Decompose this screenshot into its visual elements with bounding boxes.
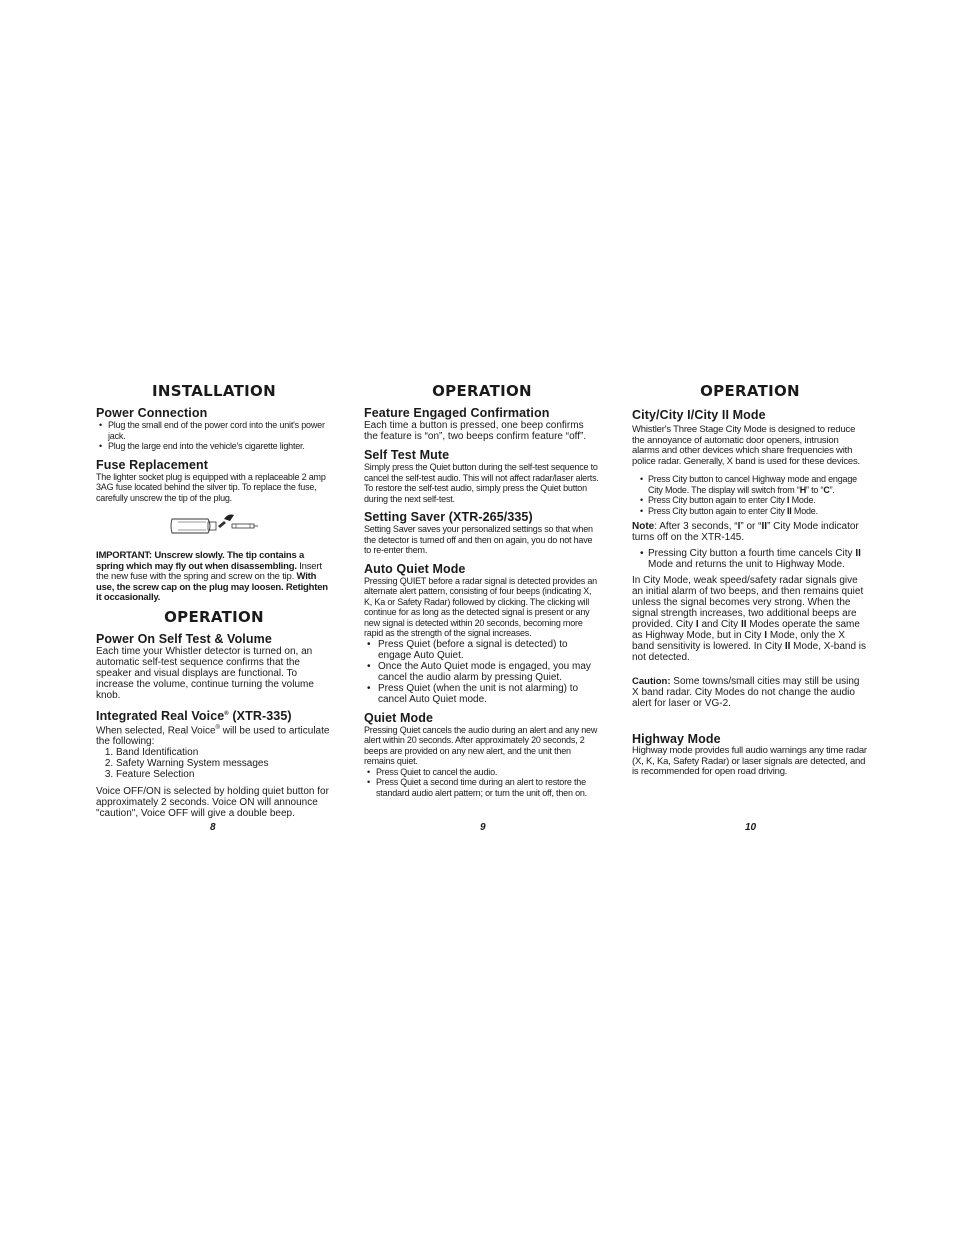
setting-saver-text: Setting Saver saves your personalized settings so that when the detector is turned off and then on again, you do not have to re-enter them. — [364, 524, 593, 555]
list-item: • Plug the large end into the vehicle's cigarette lighter. — [96, 441, 332, 452]
page-9-column — [364, 380, 600, 798]
operation-title: OPERATION — [432, 382, 532, 400]
highway-mode-heading: Highway Mode — [632, 732, 721, 746]
city-mode-heading: City/City I/City II Mode — [632, 408, 766, 422]
auto-quiet-text: Pressing QUIET before a radar signal is detected provides an alternate alert pattern, consisting of four beeps (indicating X, K, Ka or Safety Radar) followed by clicking. The clicking will continue for as long as the detected signal is present or any new signal is detected within 20 seconds, becoming more rapid as the strength of the signal increases. — [364, 575, 597, 638]
important-note: IMPORTANT: Unscrew slowly. The tip contains a spring which may fly out when disassembling. Insert the new fuse with the spring and screw on the tip. With use, the screw cap on the plug may loosen. Retighten it occasionally. — [96, 550, 328, 603]
operation-title: OPERATION — [164, 607, 264, 626]
feature-confirmation-text: Each time a button is pressed, one beep confirms the feature is “on”, two beeps confirm feature “off”. — [364, 420, 587, 442]
city-mode-note: Note: After 3 seconds, “I” or “II” City Mode indicator turns off on the XTR-145. — [632, 521, 859, 543]
list-item: • Press City button again to enter City I Mode. — [632, 495, 868, 506]
setting-saver-heading: Setting Saver (XTR-265/335) — [364, 510, 533, 524]
city-mode-list — [632, 474, 868, 516]
auto-quiet-list — [364, 639, 600, 705]
self-test-text: Each time your Whistler detector is turned on, an automatic self-test sequence confirms that the speaker and visual displays are functional. To increase the volume, continue turning the volume knob. — [96, 645, 314, 701]
fuse-plug-illustration — [168, 509, 260, 543]
quiet-mode-heading: Quiet Mode — [364, 710, 434, 725]
page-number: 10 — [745, 822, 757, 833]
quiet-mode-text: Pressing Quiet cancels the audio during an alert and any new alert within 20 seconds. After approximately 20 seconds, 2 beeps are provided on any new alert, and the unit then remains quiet. — [364, 724, 598, 766]
power-connection-list — [96, 420, 332, 452]
auto-quiet-heading: Auto Quiet Mode — [364, 561, 466, 576]
quiet-mode-list — [364, 767, 600, 799]
list-item: • Press Quiet to cancel the audio. — [364, 767, 600, 778]
power-connection-heading: Power Connection — [96, 406, 208, 420]
page-number: 9 — [480, 822, 486, 833]
feature-confirmation-heading: Feature Engaged Confirmation — [364, 406, 550, 420]
list-item: • Press Quiet a second time during an alert to restore the standard audio alert pattern; or turn the unit off, then on. — [364, 777, 600, 798]
list-item: • Press Quiet (before a signal is detected) to engage Auto Quiet. — [364, 639, 600, 661]
page-8-column — [96, 380, 332, 819]
self-test-mute-heading: Self Test Mute — [364, 448, 450, 462]
list-item: 2. Safety Warning System messages — [116, 758, 332, 769]
list-item: • Press Quiet (when the unit is not alarming) to cancel Auto Quiet mode. — [364, 683, 600, 705]
list-item: 3. Feature Selection — [116, 769, 332, 780]
page-number: 8 — [210, 822, 216, 833]
self-test-mute-text: Simply press the Quiet button during the self-test sequence to cancel the self-test audio. This will not affect radar/laser alerts. To restore the self-test audio, simply press the Quiet button during the next self-test. — [364, 462, 599, 504]
list-item: • Plug the small end of the power cord into the unit's power jack. — [96, 420, 332, 441]
list-item: • Press City button again to enter City II Mode. — [632, 506, 868, 517]
real-voice-list — [96, 747, 332, 780]
fuse-replacement-heading: Fuse Replacement — [96, 457, 209, 472]
list-item: • Pressing City button a fourth time cancels City II Mode and returns the unit to Highway Mode. — [632, 548, 868, 570]
real-voice-intro: When selected, Real Voice® will be used to articulate the following: — [96, 724, 330, 747]
page-10-column — [632, 380, 868, 778]
highway-mode-text: Highway mode provides full audio warnings any time radar (X, K, Ka, Safety Radar) or laser signals are detected, and is recommended for open road driving. — [632, 745, 867, 777]
list-item: • Once the Auto Quiet mode is engaged, you may cancel the audio alarm by pressing Quiet. — [364, 661, 600, 683]
installation-title: INSTALLATION — [152, 382, 276, 400]
voice-toggle-text: Voice OFF/ON is selected by holding quiet button for approximately 2 seconds. Voice ON will announce "caution", Voice OFF will give a double beep. — [96, 785, 329, 819]
city-mode-paragraph: In City Mode, weak speed/safety radar signals give an initial alarm of two beeps, and then remains quiet unless the signal becomes very strong. When the signal strength increases, two additional beeps are provided. City I and City II Modes operate the same as Highway Mode, but in City I Mode, only the X band sensitivity is lowered. In City II Mode, X-band is not detected. — [632, 575, 867, 663]
caution-note: Caution: Some towns/small cities may still be using X band radar. City Modes do not change the audio alert for laser or VG-2. — [632, 676, 860, 709]
list-item: • Press City button to cancel Highway mode and engage City Mode. The display will switch from “H” to “C”. — [632, 474, 868, 495]
real-voice-heading: Integrated Real Voice® (XTR-335) — [96, 708, 292, 723]
city-mode-list-2 — [632, 548, 868, 570]
self-test-heading: Power On Self Test & Volume — [96, 631, 272, 646]
city-mode-text: Whistler's Three Stage City Mode is designed to reduce the annoyance of automatic door openers, intrusion alarms and other devices which share frequencies with police radar. Generally, X band is used for these devices. — [632, 424, 860, 467]
operation-title: OPERATION — [700, 382, 800, 400]
list-item: 1. Band Identification — [116, 747, 332, 758]
fuse-replacement-text: The lighter socket plug is equipped with a replaceable 2 amp 3AG fuse located behind the silver tip. To replace the fuse, carefully unscrew the tip of the plug. — [96, 471, 326, 503]
